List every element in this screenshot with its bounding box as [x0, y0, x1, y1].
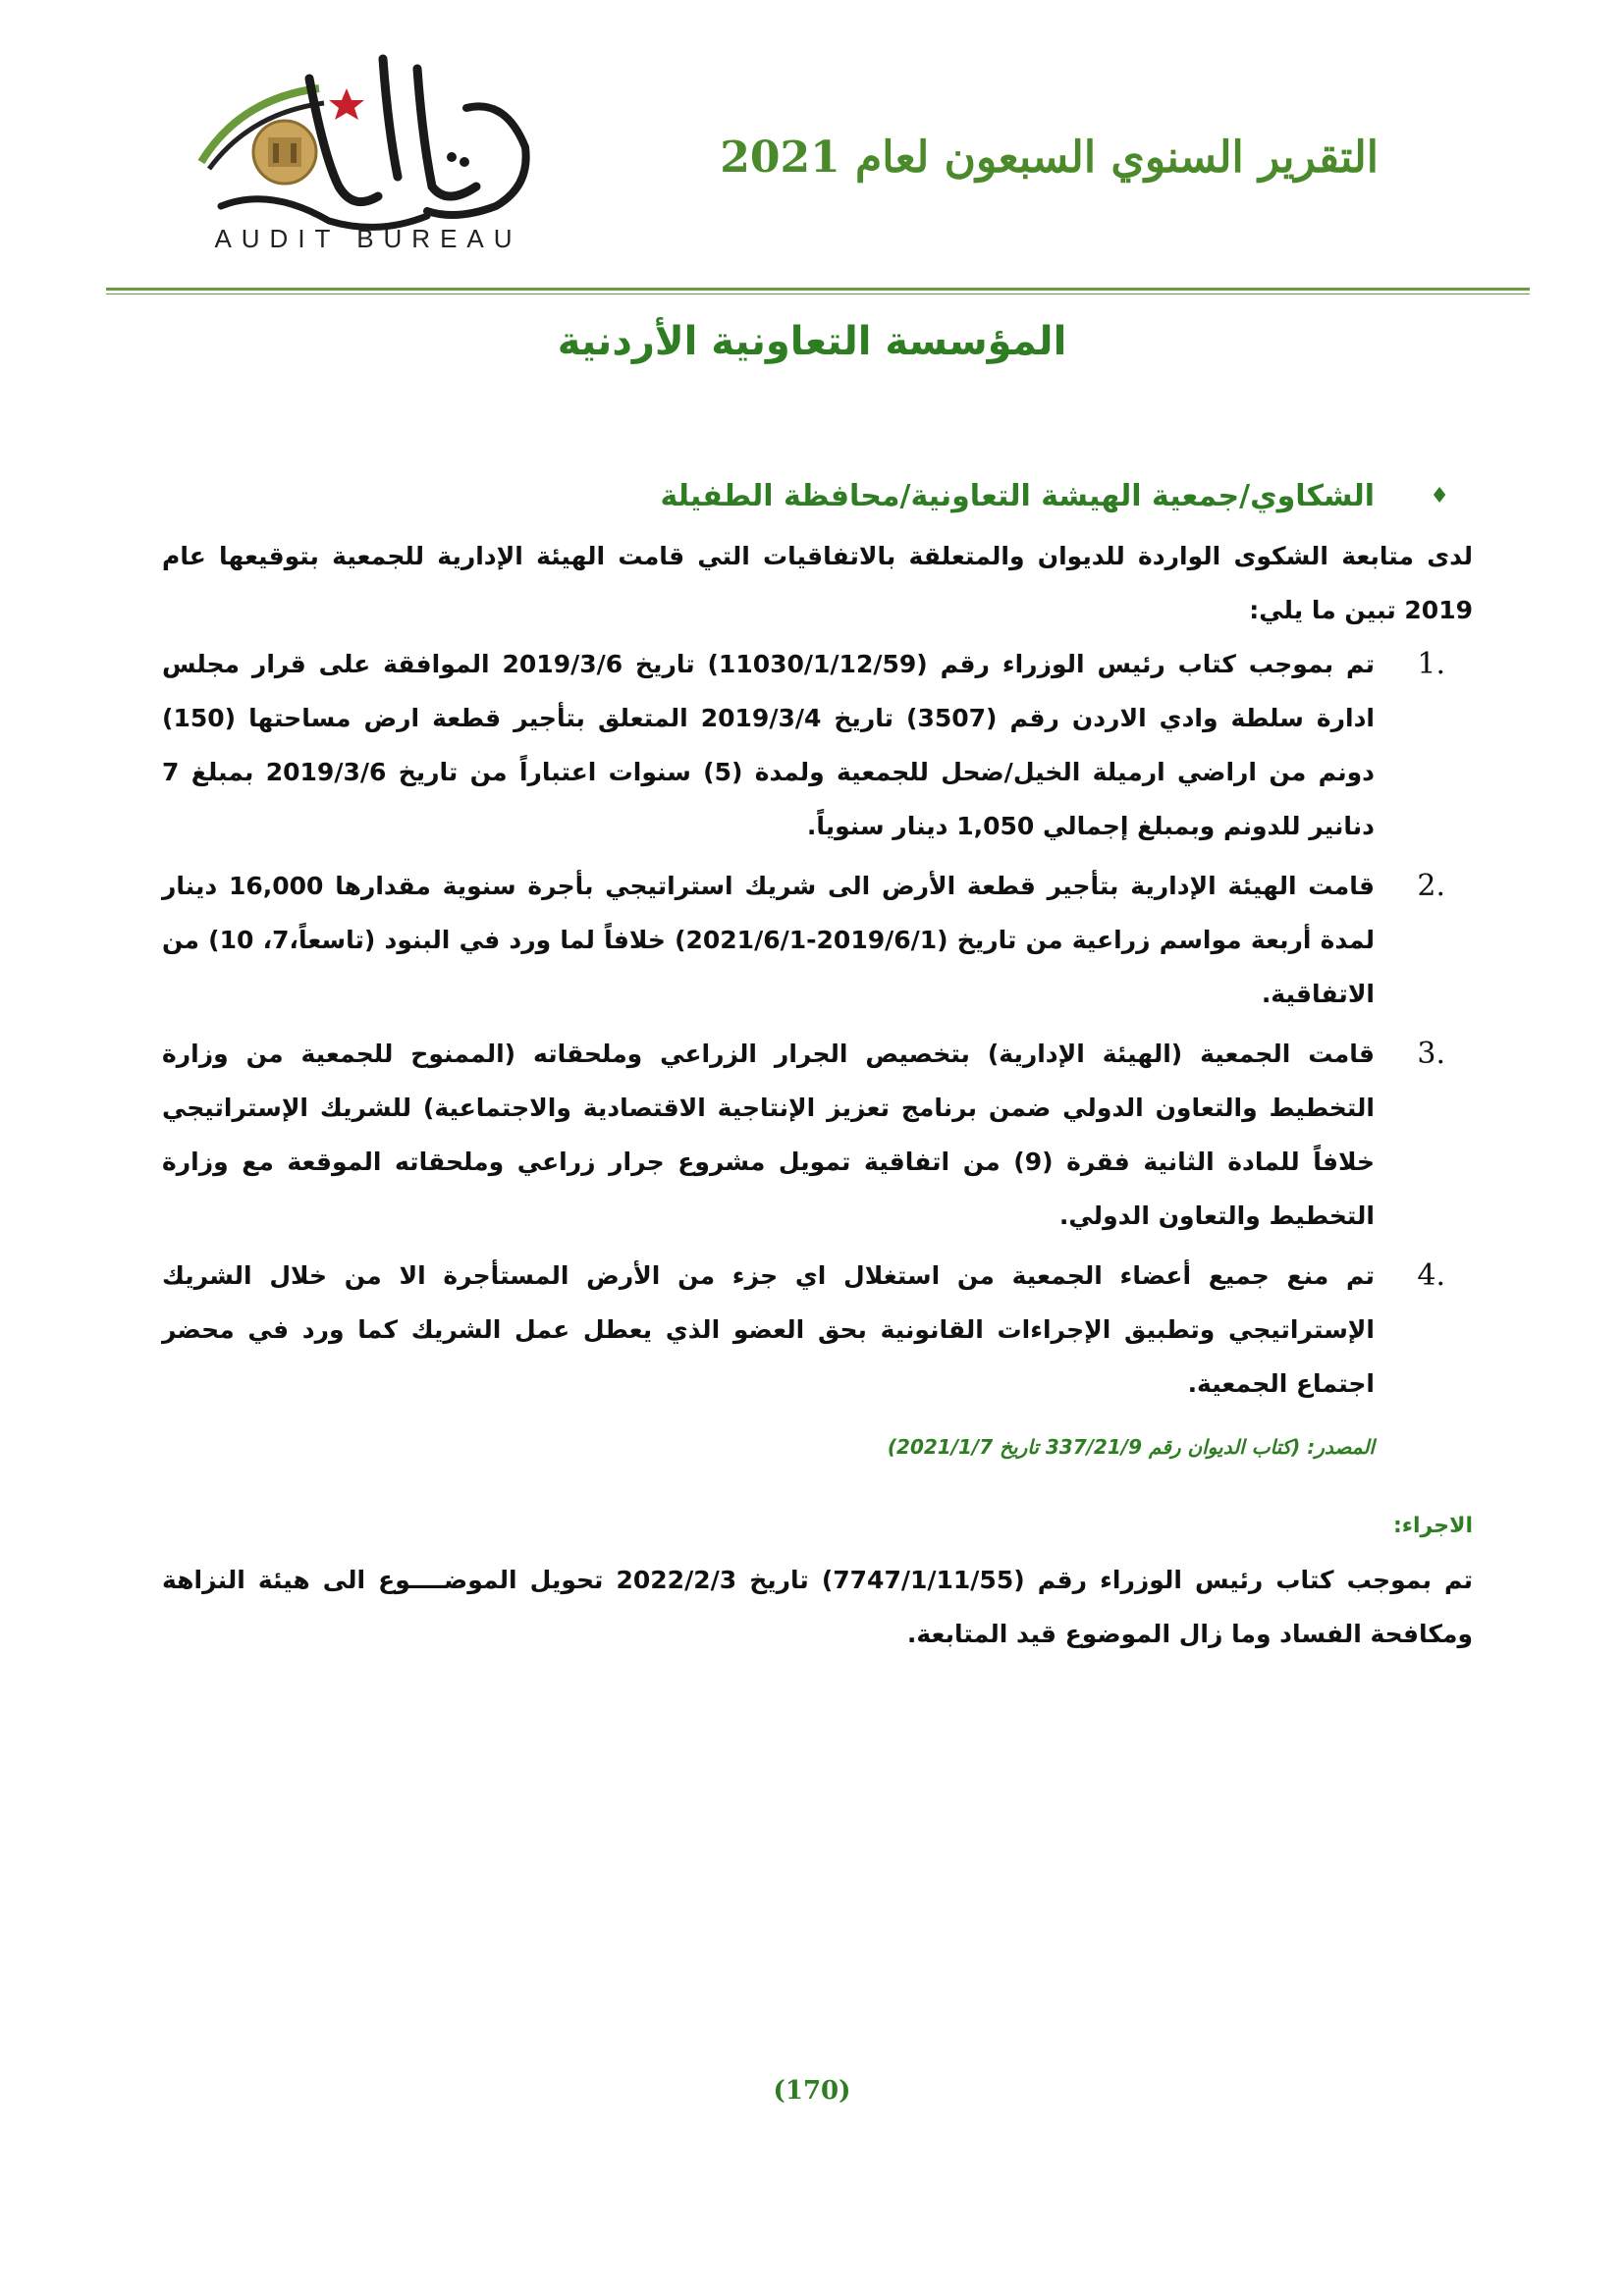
main-content	[162, 469, 1473, 1661]
intro-paragraph: لدى متابعة الشكوى الواردة للديوان والمتعلقة بالاتفاقيات التي قامت الهيئة الإدارية للجمعية بتوقيعها عام 2019 تبين ما يلي:	[162, 542, 1473, 624]
section-heading	[162, 469, 1473, 523]
logo-caption: AUDIT BUREAU	[214, 224, 522, 253]
findings-list	[162, 637, 1473, 1411]
list-item	[162, 1027, 1473, 1243]
page-header	[0, 0, 1624, 294]
section-heading-text: الشكاوي/جمعية الهيشة التعاونية/محافظة الطفيلة	[660, 479, 1375, 513]
list-item-number: 4.	[1417, 1258, 1445, 1293]
report-title: التقرير السنوي السبعون لعام 2021	[720, 133, 1379, 183]
list-item-number: 1.	[1417, 647, 1445, 681]
list-item-text: قامت الهيئة الإدارية بتأجير قطعة الأرض الى شريك استراتيجي بأجرة سنوية مقدارها 16,000 دينار لمدة أربعة مواسم زراعية من تاريخ (2019/6/1-2021/6/1) خلافاً لما ورد في البنود (تاسعاً،7، 10) من الاتفاقية.	[162, 872, 1376, 1008]
list-item-number: 2.	[1417, 869, 1445, 903]
list-item	[162, 637, 1473, 853]
diamond-bullet-icon: ♦	[1430, 484, 1449, 508]
header-rule	[106, 288, 1530, 291]
page-number: (170)	[773, 2076, 851, 2106]
list-item-number: 3.	[1417, 1037, 1445, 1071]
action-heading: الاجراء:	[1392, 1514, 1473, 1538]
list-item	[162, 1249, 1473, 1411]
list-item-text: قامت الجمعية (الهيئة الإدارية) بتخصيص الجرار الزراعي وملحقاته (الممنوح للجمعية من وزارة التخطيط والتعاون الدولي ضمن برنامج تعزيز الإنتاجية الاقتصادية والاجتماعية) للشريك الإستراتيجي خلافاً للمادة الثانية فقرة (9) من اتفاقية تمويل مشروع جرار زراعي وملحقاته الموقعة مع وزارة التخطيط والتعاون الدولي.	[162, 1040, 1375, 1230]
organization-title: المؤسسة التعاونية الأردنية	[557, 319, 1067, 364]
list-item-text: تم منع جميع أعضاء الجمعية من استغلال اي جزء من الأرض المستأجرة الا من خلال الشريك الإستراتيجي وتطبيق الإجراءات القانونية بحق العضو الذي يعطل عمل الشريك كما ورد في محضر اجتماع الجمعية.	[162, 1261, 1375, 1398]
list-item	[162, 859, 1473, 1021]
list-item-text: تم بموجب كتاب رئيس الوزراء رقم (11030/1/12/59) تاريخ 2019/3/6 الموافقة على قرار مجلس ادارة سلطة وادي الاردن رقم (3507) تاريخ 2019/3/4 المتعلق بتأجير قطعة ارض مساحتها (150) دونم من اراضي ارميلة الخيل/ضحل للجمعية ولمدة (5) سنوات اعتباراً من تاريخ 2019/3/6 بمبلغ 7 دنانير للدونم وبمبلغ إجمالي 1,050 دينار سنوياً.	[162, 650, 1375, 840]
source-citation: المصدر: (كتاب الديوان رقم 337/21/9 تاريخ 2021/1/7)	[887, 1435, 1375, 1459]
action-paragraph: تم بموجب كتاب رئيس الوزراء رقم (7747/1/11/55) تاريخ 2022/2/3 تحويل الموضــــوع الى هيئة النزاهة ومكافحة الفساد وما زال الموضوع قيد المتابعة.	[162, 1566, 1474, 1648]
